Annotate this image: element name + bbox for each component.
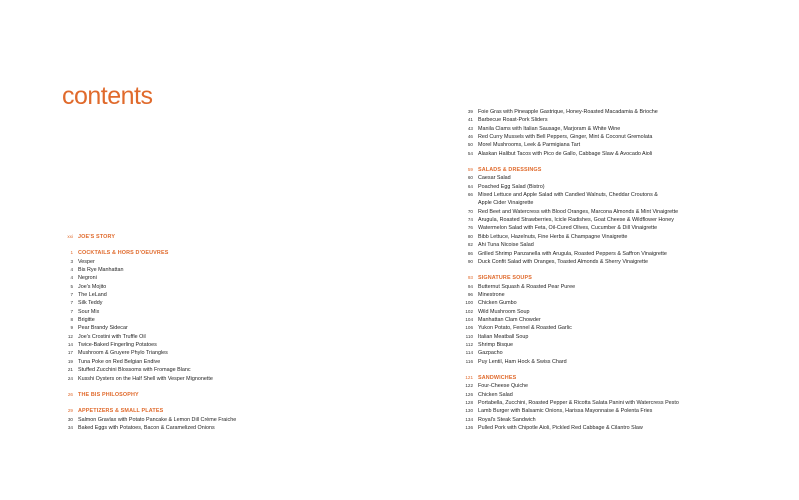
page-number: 12 [67,333,73,339]
toc-entry [462,316,752,324]
recipe-title [78,416,236,424]
page-number: 66 [467,192,473,198]
entry-label: Minestrone [478,291,505,298]
page-number: 4 [70,275,73,281]
page-number: 7 [70,300,73,306]
entry-label: Butternut Squash & Roasted Pear Puree [478,283,576,290]
recipe-title [478,382,528,390]
toc-section [62,233,362,241]
entry-label: SANDWICHES [478,374,517,381]
entry-label: Joe's Mojito [78,283,107,290]
toc-entry [462,183,752,191]
toc-entry [462,150,752,158]
section-title [78,249,168,257]
entry-label: Sour Mix [78,308,100,315]
toc-entry [62,283,362,291]
toc-entry [462,333,752,341]
toc-right-column [462,108,752,432]
recipe-title [78,333,146,341]
toc-entry [462,233,752,241]
recipe-title [78,299,102,307]
recipe-title [78,366,191,374]
page-number: 114 [465,350,473,356]
recipe-title [78,308,99,316]
toc-entry [62,324,362,332]
toc-entry [462,291,752,299]
recipe-title [478,224,657,232]
entry-label: Red Curry Mussels with Bell Peppers, Ginger, Mint & Coconut Gremolata [478,134,653,141]
toc-section-heading [62,233,362,241]
page-number: 130 [465,408,473,414]
recipe-title [478,133,652,141]
page-number: 106 [465,325,473,331]
entry-label: Mushroom & Gruyere Phylo Triangles [78,350,168,357]
toc-entry [62,358,362,366]
entry-label: Chicken Salad [478,391,513,398]
page-number: 126 [465,391,473,397]
toc-left-column [62,233,362,432]
page-number: 30 [67,416,73,422]
recipe-title [478,258,648,266]
toc-section [462,108,752,158]
page-number: 112 [465,341,473,347]
toc-entry [462,216,752,224]
page-number: 7 [70,292,73,298]
recipe-title [78,424,215,432]
toc-entry [62,316,362,324]
toc-entry [62,416,362,424]
toc-entry [62,274,362,282]
entry-label: Manhattan Clam Chowder [478,316,541,323]
recipe-title [78,291,107,299]
recipe-title [478,291,505,299]
recipe-title [478,250,667,258]
toc-section [462,166,752,266]
toc-entry [462,174,752,182]
entry-label: Wild Mushroom Soup [478,308,530,315]
recipe-title [78,283,106,291]
recipe-title [78,341,157,349]
toc-entry [462,391,752,399]
toc-section-heading [462,166,752,174]
entry-label: Morel Mushrooms, Leek & Parmigiana Tart [478,142,581,149]
toc-entry [462,308,752,316]
entry-label: Bibb Lettuce, Hazelnuts, Fine Herbs & Champagne Vinaigrette [478,233,628,240]
toc-entry [462,133,752,141]
recipe-title [78,274,97,282]
entry-label: Caesar Salad [478,175,511,182]
recipe-title [478,424,643,432]
recipe-title [478,316,541,324]
entry-label: Four-Cheese Quiche [478,383,529,390]
entry-label: Shrimp Bisque [478,341,514,348]
section-title [78,407,163,415]
toc-entry [62,299,362,307]
entry-label: Puy Lentil, Ham Hock & Swiss Chard [478,358,567,365]
recipe-title [478,299,517,307]
page-number: 54 [467,150,473,156]
page-number: 122 [465,383,473,389]
recipe-title [478,358,567,366]
toc-entry [462,324,752,332]
toc-entry [62,291,362,299]
recipe-title [478,141,580,149]
toc-entry [462,407,752,415]
recipe-title [478,416,536,424]
page-number: 93 [467,275,473,281]
entry-label: Joe's Crostini with Truffle Oil [78,333,146,340]
entry-label-continuation: Apple Cider Vinaigrette [478,200,534,207]
toc-entry [62,424,362,432]
page-number: 43 [467,125,473,131]
page-number: 24 [67,375,73,381]
page-number: 1 [70,250,73,256]
page-title: contents [62,82,153,110]
entry-label: Ahi Tuna Nicoise Salad [478,242,534,249]
entry-label: Grilled Shrimp Panzanella with Arugula, Roasted Peppers & Saffron Vinaigrette [478,250,667,257]
toc-entry [462,224,752,232]
entry-label: Bis Rye Manhattan [78,267,124,274]
entry-label: Manila Clams with Italian Sausage, Marjoram & White Wine [478,125,621,132]
page-number: 7 [70,308,73,314]
entry-label: Italian Meatball Soup [478,333,529,340]
entry-label: Mixed Lettuce and Apple Salad with Candied Walnuts, Cheddar Croutons & [478,192,658,199]
entry-label: Silk Teddy [78,300,103,307]
page-number: 82 [467,242,473,248]
entry-label: Pulled Pork with Chipotle Aioli, Pickled Red Cabbage & Cilantro Slaw [478,425,643,432]
page-number: 64 [467,183,473,189]
toc-entry [462,349,752,357]
toc-section-heading [462,374,752,382]
entry-label: Arugula, Roasted Strawberries, Icicle Radishes, Goat Cheese & Wildflower Honey [478,217,674,224]
toc-entry [462,416,752,424]
page-number: 70 [467,208,473,214]
page-number: 29 [67,408,73,414]
toc-entry [462,191,752,208]
section-title [478,374,516,382]
page-number: 21 [67,367,73,373]
entry-label: Baked Eggs with Potatoes, Bacon & Caramelized Onions [78,424,215,431]
page-number: 41 [467,117,473,123]
toc-entry [62,266,362,274]
toc-entry [462,382,752,390]
page-number: 136 [465,425,473,431]
page-number: 26 [67,391,73,397]
entry-label: Red Beet and Watercress with Blood Oranges, Marcona Almonds & Mint Vinaigrette [478,208,679,215]
entry-label: APPETIZERS & SMALL PLATES [78,408,164,415]
page-number: 121 [465,374,473,380]
recipe-title [478,283,575,291]
recipe-title [478,349,503,357]
toc-entry [462,108,752,116]
recipe-title [478,216,674,224]
toc-entry [462,208,752,216]
entry-label: Barbecue Roast-Pork Sliders [478,117,548,124]
page-number: 50 [467,142,473,148]
toc-entry [462,141,752,149]
toc-entry [62,366,362,374]
entry-label: Yukon Potato, Fennel & Roasted Garlic [478,325,572,332]
page-number: 86 [467,250,473,256]
page-number: 102 [465,308,473,314]
page-number: 100 [465,300,473,306]
recipe-title [78,266,124,274]
entry-label: Poached Egg Salad (Bistro) [478,183,545,190]
page-number: 46 [467,134,473,140]
toc-section-heading [62,407,362,415]
entry-label: Royal's Steak Sandwich [478,416,536,423]
page-number: 3 [70,258,73,264]
page-number: 96 [467,291,473,297]
page-number: 110 [465,333,473,339]
entry-label: Duck Confit Salad with Oranges, Toasted Almonds & Sherry Vinaigrette [478,258,648,265]
section-title [78,391,139,399]
section-title [78,233,115,241]
toc-section-heading [62,391,362,399]
recipe-title [78,349,168,357]
toc-entry [462,250,752,258]
toc-entry [462,258,752,266]
entry-label: Chicken Gumbo [478,300,517,307]
section-title [478,274,532,282]
entry-label: Portabella, Zucchini, Roasted Pepper & Ricotta Salata Panini with Watercress Pesto [478,400,679,406]
toc-entry [462,125,752,133]
page-number: 94 [467,283,473,289]
toc-section [62,249,362,383]
entry-label: Tuna Poke on Red Belgian Endive [78,358,161,365]
toc-entry [462,424,752,432]
recipe-title [478,391,513,399]
toc-section-heading [62,249,362,257]
page-number: 80 [467,233,473,239]
toc-entry [462,399,752,407]
toc-entry [462,283,752,291]
entry-label: Brigitte [78,317,95,324]
recipe-title [78,375,213,383]
entry-label: JOE'S STORY [78,234,116,240]
page-number: 90 [467,258,473,264]
recipe-title [478,324,572,332]
recipe-title [78,258,95,266]
toc-entry [462,358,752,366]
recipe-title [478,333,528,341]
page-number: 60 [467,175,473,181]
page-number: xxi [67,234,73,239]
recipe-title [478,399,679,407]
entry-label: Watermelon Salad with Feta, Oil-Cured Olives, Cucumber & Dill Vinaigrette [478,225,658,232]
toc-entry [62,341,362,349]
toc-entry [62,333,362,341]
entry-label: The LeLand [78,292,107,299]
toc-entry [62,349,362,357]
toc-section [462,274,752,366]
entry-label: THE BIS PHILOSOPHY [78,391,139,398]
toc-section [62,391,362,399]
page-number: 104 [465,316,473,322]
page-number: 128 [465,400,473,405]
toc-section [462,374,752,432]
page-number: 74 [467,217,473,223]
section-title [478,166,542,174]
entry-label: Gazpacho [478,350,503,357]
entry-label: Alaskan Halibut Tacos with Pico de Gallo, Cabbage Slaw & Avocado Aioli [478,150,653,157]
page-number: 4 [70,267,73,273]
page-number: 34 [67,424,73,430]
page-number: 9 [70,325,73,331]
entry-label: Lamb Burger with Balsamic Onions, Harissa Mayonnaise & Polenta Fries [478,408,653,415]
page-number: 14 [67,342,73,348]
recipe-title [478,208,678,216]
recipe-title [478,241,534,249]
page-number: 59 [467,167,473,173]
toc-entry [462,241,752,249]
page-number: 76 [467,225,473,231]
toc-entry [62,308,362,316]
entry-label: Stuffed Zucchini Blossoms with Fromage Blanc [78,367,191,374]
recipe-title [478,407,652,415]
recipe-title [478,108,658,116]
toc-entry [62,375,362,383]
entry-label: Salmon Gravlax with Potato Pancake & Lemon Dill Crème Fraiche [78,416,237,423]
recipe-title [478,308,530,316]
entry-label: Negroni [78,275,97,282]
page-number: 116 [465,358,473,364]
page-number: 8 [70,317,73,323]
recipe-title [478,191,658,208]
recipe-title [478,233,627,241]
recipe-title [78,324,128,332]
recipe-title [478,174,511,182]
entry-label: Kusshi Oysters on the Half Shell with Vesper Mignonette [78,375,213,382]
recipe-title [478,116,548,124]
recipe-title [478,150,652,158]
entry-label: Foie Gras with Pineapple Gastrique, Honey-Roasted Macadamia & Brioche [478,109,658,115]
entry-label: COCKTAILS & HORS D'OEUVRES [78,250,169,257]
toc-entry [462,299,752,307]
entry-label: Vesper [78,258,95,265]
recipe-title [78,358,160,366]
page-number: 19 [67,358,73,364]
page-number: 5 [70,283,73,289]
toc-section-heading [462,274,752,282]
page-number: 17 [67,350,73,356]
entry-label: Pear Brandy Sidecar [78,325,128,332]
page-number: 134 [465,416,473,422]
toc-entry [462,116,752,124]
toc-entry [462,341,752,349]
recipe-title [478,183,545,191]
entry-label: SIGNATURE SOUPS [478,275,532,282]
entry-label: Twice-Baked Fingerling Potatoes [78,342,157,349]
recipe-title [478,125,620,133]
page-number: 39 [467,109,473,114]
recipe-title [78,316,95,324]
entry-label: SALADS & DRESSINGS [478,167,542,174]
recipe-title [478,341,513,349]
toc-section [62,407,362,432]
toc-entry [62,258,362,266]
